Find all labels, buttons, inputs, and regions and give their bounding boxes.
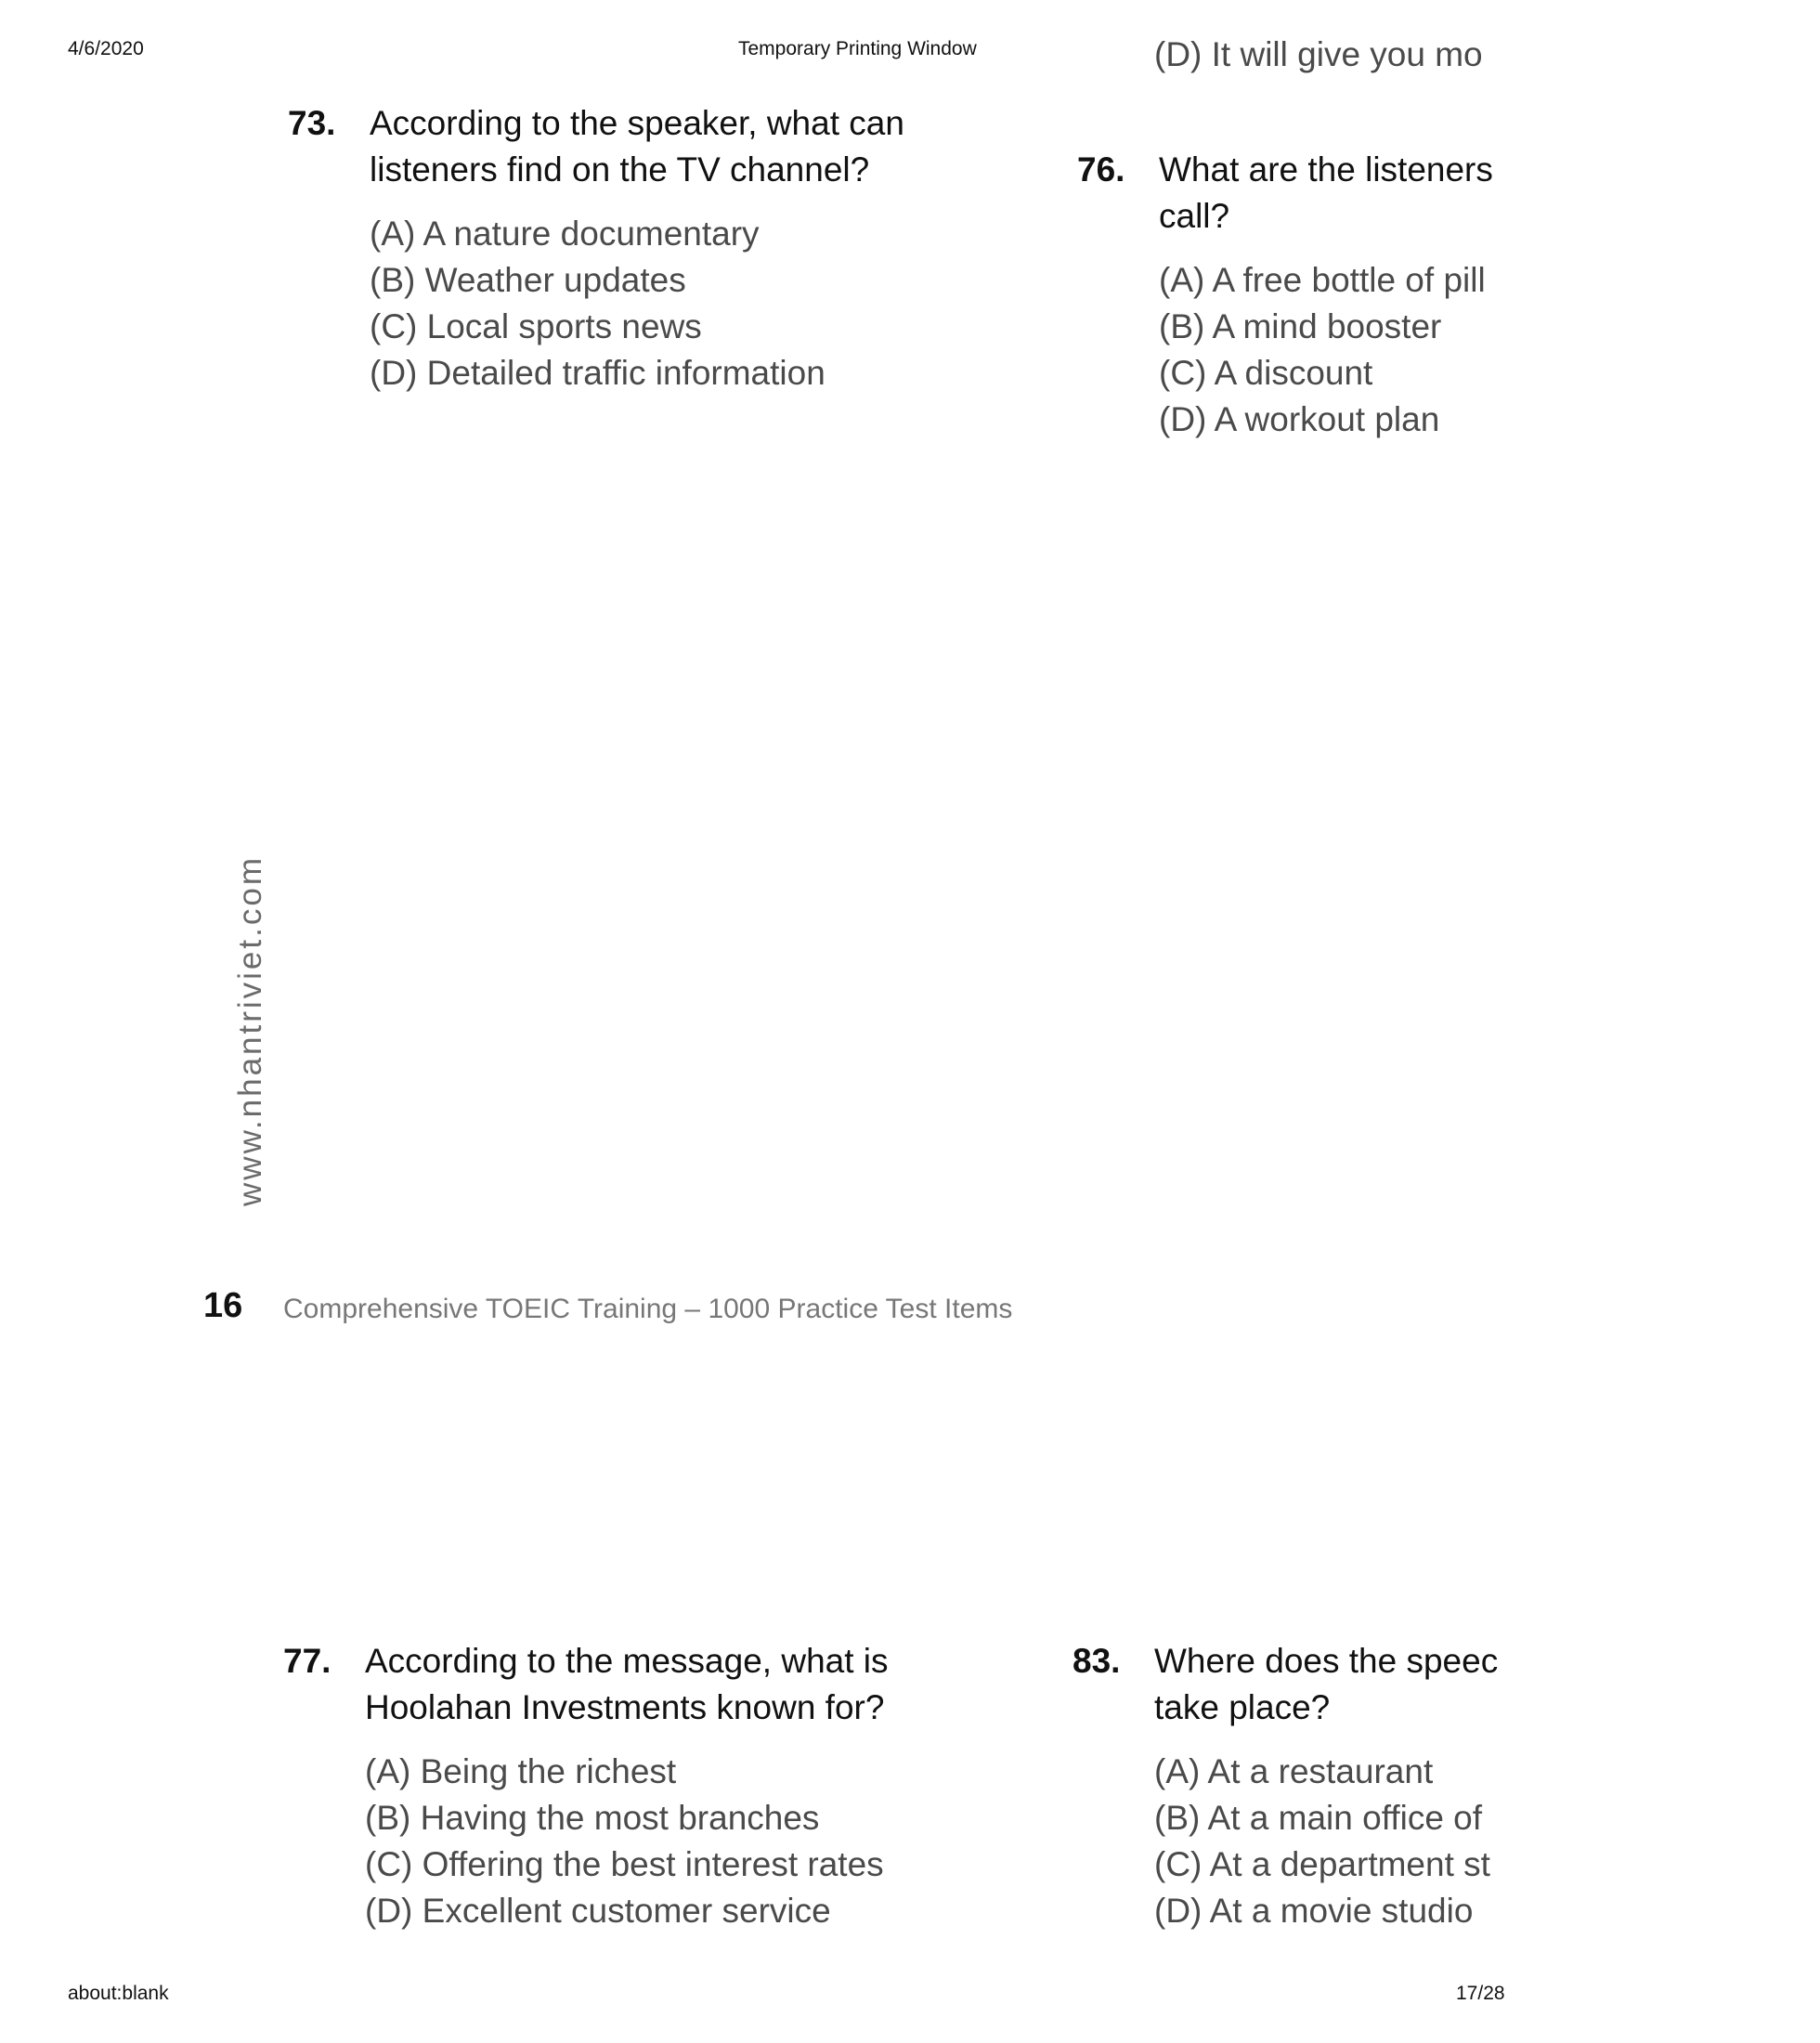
book-page-number: 16	[203, 1286, 243, 1325]
answer-options	[370, 211, 826, 397]
question-text	[1159, 147, 1493, 240]
option-b: (B) At a main office of	[1154, 1799, 1483, 1837]
cut-off-text-clip	[1154, 35, 1498, 85]
option-c: (C) Offering the best interest rates	[365, 1845, 884, 1883]
question-line-1: According to the speaker, what can	[370, 104, 904, 142]
answer-options	[1159, 257, 1486, 443]
question-text	[370, 100, 904, 193]
question-83	[1072, 1642, 1815, 1948]
option-a: (A) A nature documentary	[370, 215, 760, 253]
question-line-1: What are the listeners	[1159, 150, 1493, 189]
print-date: 4/6/2020	[68, 38, 144, 59]
question-text	[365, 1638, 889, 1731]
question-83-clip	[1072, 1642, 1498, 1948]
option-d: (D) Excellent customer service	[365, 1892, 831, 1930]
option-b: (B) Weather updates	[370, 261, 686, 299]
question-line-2: call?	[1159, 197, 1230, 235]
option-d: (D) A workout plan	[1159, 400, 1440, 438]
question-text	[1154, 1638, 1498, 1731]
question-73	[288, 104, 956, 457]
question-line-2: listeners find on the TV channel?	[370, 150, 870, 189]
question-line-2: take place?	[1154, 1688, 1331, 1726]
window-title: Temporary Printing Window	[738, 38, 977, 59]
option-b: (B) A mind booster	[1159, 307, 1442, 345]
question-number: 76.	[1077, 150, 1125, 189]
option-a: (A) At a restaurant	[1154, 1752, 1434, 1790]
bottom-scan-region	[0, 1616, 1504, 1950]
answer-options	[365, 1749, 884, 1934]
option-d: (D) At a movie studio	[1154, 1892, 1474, 1930]
question-number: 77.	[283, 1642, 332, 1680]
question-line-1: According to the message, what is	[365, 1642, 889, 1680]
print-url: about:blank	[68, 1983, 169, 2004]
question-line-2: Hoolahan Investments known for?	[365, 1688, 885, 1726]
answer-options	[1154, 1749, 1490, 1934]
question-number: 73.	[288, 104, 336, 142]
option-b: (B) Having the most branches	[365, 1799, 820, 1837]
question-76-clip	[1077, 149, 1498, 520]
option-c: (C) A discount	[1159, 354, 1373, 392]
question-76	[1077, 150, 1820, 522]
question-number: 83.	[1072, 1642, 1121, 1680]
book-title: Comprehensive TOEIC Training – 1000 Practice Test Items	[283, 1294, 1013, 1324]
option-d: (D) Detailed traffic information	[370, 354, 826, 392]
question-line-1: Where does the speec	[1154, 1642, 1499, 1680]
option-c: (C) Local sports news	[370, 307, 702, 345]
option-a: (A) Being the richest	[365, 1752, 677, 1790]
cut-off-option-line: (D) It will give you mo	[1154, 35, 1483, 73]
question-77	[283, 1642, 952, 1948]
print-page-counter: 17/28	[1456, 1983, 1505, 2004]
option-c: (C) At a department st	[1154, 1845, 1490, 1883]
option-a: (A) A free bottle of pill	[1159, 261, 1486, 299]
vertical-watermark: www.nhantriviet.com	[232, 855, 268, 1206]
